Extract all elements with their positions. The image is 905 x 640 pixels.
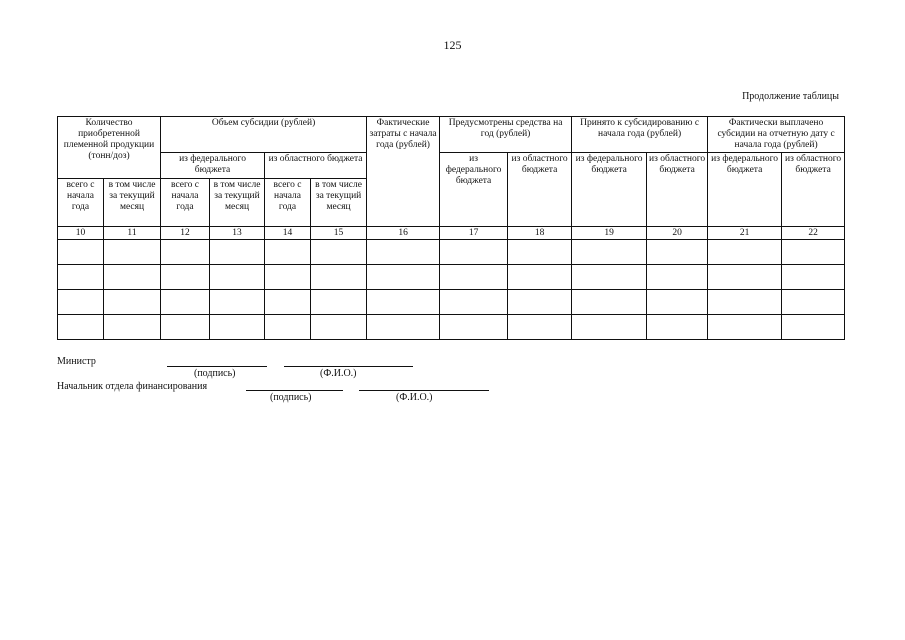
table-cell (104, 240, 161, 265)
table-cell (708, 290, 782, 315)
table-cell (265, 315, 311, 340)
column-number: 12 (161, 227, 210, 240)
table-row (58, 265, 845, 290)
table-cell (572, 315, 647, 340)
table-cell (647, 265, 708, 290)
minister-name-line (284, 366, 413, 367)
finance-head-signature-caption: (подпись) (270, 392, 312, 403)
minister-signature-caption: (подпись) (194, 368, 236, 379)
header-planned-funds: Предусмотрены средства на год (рублей) (440, 117, 572, 153)
header-quantity-total: всего с начала года (58, 179, 104, 227)
table-cell (647, 240, 708, 265)
table-cell (210, 240, 265, 265)
header-paid-regional: из областного бюджета (782, 153, 845, 227)
table-cell (708, 315, 782, 340)
header-subsidy-federal: из федерального бюджета (161, 153, 265, 179)
table-cell (782, 290, 845, 315)
table-cell (367, 315, 440, 340)
finance-head-label: Начальник отдела финансирования (57, 381, 208, 392)
column-number: 17 (440, 227, 508, 240)
table-cell (161, 290, 210, 315)
page-number: 125 (443, 38, 462, 52)
table-row (58, 315, 845, 340)
column-number: 18 (508, 227, 572, 240)
table-cell (311, 315, 367, 340)
header-subsidy-volume: Объем субсидии (рублей) (161, 117, 367, 153)
table-cell (104, 315, 161, 340)
table-cell (104, 290, 161, 315)
column-number: 16 (367, 227, 440, 240)
table-cell (58, 290, 104, 315)
column-number: 14 (265, 227, 311, 240)
column-number: 20 (647, 227, 708, 240)
table-cell (572, 265, 647, 290)
table-cell (367, 240, 440, 265)
header-row-1 (58, 117, 845, 153)
table-cell (782, 315, 845, 340)
minister-signature-line (167, 366, 267, 367)
header-federal-total: всего с начала года (161, 179, 210, 227)
finance-head-name-caption: (Ф.И.О.) (396, 392, 433, 403)
table-cell (265, 265, 311, 290)
table-cell (508, 240, 572, 265)
header-actual-costs: Фактические затраты с начала года (рублей) (367, 117, 440, 227)
table-cell (782, 240, 845, 265)
table-cell (265, 240, 311, 265)
table-cell (161, 265, 210, 290)
table-cell (311, 290, 367, 315)
table-cell (161, 240, 210, 265)
header-subsidy-regional: из областного бюджета (265, 153, 367, 179)
column-number: 10 (58, 227, 104, 240)
subsidy-report-table (57, 116, 845, 340)
minister-name-caption: (Ф.И.О.) (320, 368, 357, 379)
minister-label: Министр (57, 356, 96, 367)
header-accepted-for-subsidy: Принято к субсидированию с начала года (рублей) (572, 117, 708, 153)
finance-head-name-line (359, 390, 489, 391)
column-number: 11 (104, 227, 161, 240)
table-cell (440, 240, 508, 265)
header-accepted-regional: из областного бюджета (647, 153, 708, 227)
header-planned-regional: из областного бюджета (508, 153, 572, 227)
header-accepted-federal: из федерального бюджета (572, 153, 647, 227)
table-cell (708, 265, 782, 290)
table-cell (210, 290, 265, 315)
column-number: 15 (311, 227, 367, 240)
table-continuation-label: Продолжение таблицы (742, 91, 839, 102)
table-cell (708, 240, 782, 265)
table-cell (210, 265, 265, 290)
column-number-row (58, 227, 845, 240)
table-cell (311, 240, 367, 265)
table-cell (104, 265, 161, 290)
table-cell (572, 290, 647, 315)
table-cell (647, 315, 708, 340)
table-cell (508, 265, 572, 290)
header-regional-total: всего с начала года (265, 179, 311, 227)
header-planned-federal: из федерального бюджета (440, 153, 508, 227)
table-cell (210, 315, 265, 340)
table-cell (508, 290, 572, 315)
header-quantity: Количество приобретенной племенной продукции (тонн/доз) (58, 117, 161, 179)
header-regional-month: в том числе за текущий месяц (311, 179, 367, 227)
header-federal-month: в том числе за текущий месяц (210, 179, 265, 227)
header-quantity-month: в том числе за текущий месяц (104, 179, 161, 227)
column-number: 21 (708, 227, 782, 240)
header-paid-federal: из федерального бюджета (708, 153, 782, 227)
table-cell (367, 290, 440, 315)
column-number: 19 (572, 227, 647, 240)
table-cell (367, 265, 440, 290)
table-cell (440, 290, 508, 315)
table-cell (782, 265, 845, 290)
table-body (58, 240, 845, 340)
column-number: 13 (210, 227, 265, 240)
table-cell (440, 265, 508, 290)
table-cell (440, 315, 508, 340)
table-cell (58, 240, 104, 265)
finance-head-signature-line (246, 390, 343, 391)
table-cell (508, 315, 572, 340)
table-cell (58, 265, 104, 290)
header-actually-paid: Фактически выплачено субсидии на отчетную дату с начала года (рублей) (708, 117, 845, 153)
table-cell (311, 265, 367, 290)
header-row-2 (58, 153, 845, 179)
table-cell (647, 290, 708, 315)
table-cell (572, 240, 647, 265)
table-cell (265, 290, 311, 315)
table-row (58, 290, 845, 315)
table-cell (58, 315, 104, 340)
table-row (58, 240, 845, 265)
column-number: 22 (782, 227, 845, 240)
table-cell (161, 315, 210, 340)
